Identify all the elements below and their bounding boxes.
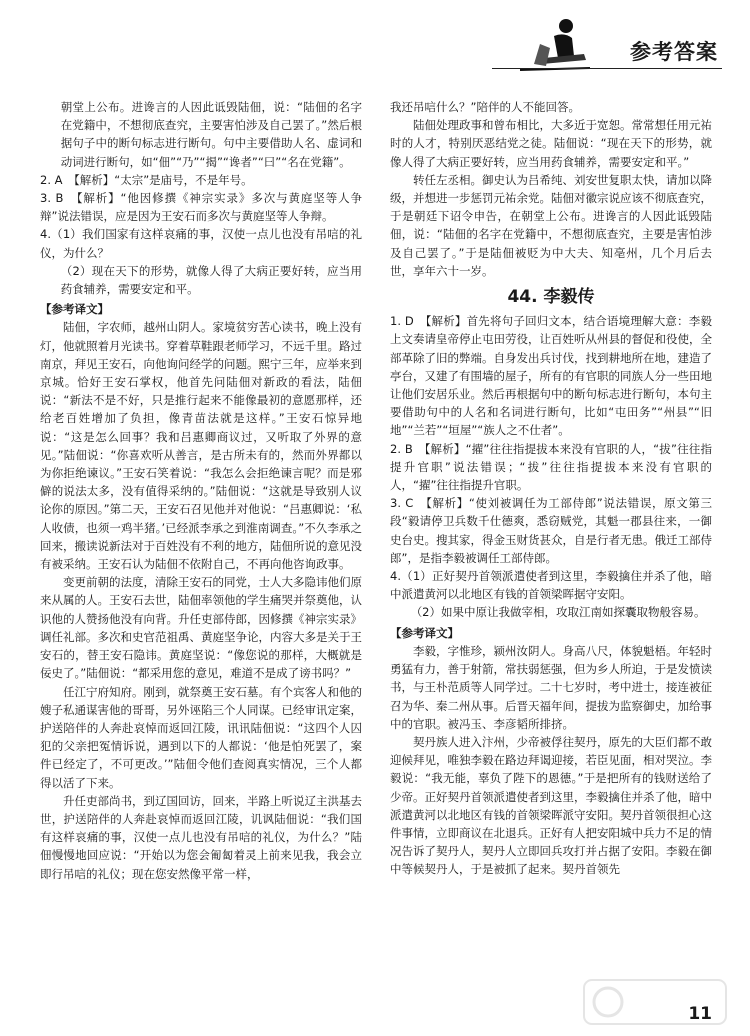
analysis-continuation: 朝堂上公布。进谗言的人因此诋毁陆佃，说：“陆佃的名字在党籍中，不想彻底查究，主要害怕涉及自己罢了。”然后根据句子中的断句标志进行断句。句中主要借助人名、虚词和动词进行断句，如“佃”“乃”“揭”“谗者”“曰”“名在党籍”。 [60, 100, 362, 169]
translation-paragraph: 任江宁府知府。刚到，就祭奠王安石墓。有个宾客人和他的嫂子私通谋害他的哥哥，另外诬陷三个人同谋。已经审讯定案，护送陪伴的人奔赴哀悼而返回江陵，讯讯陆佃说：“这四个人囚犯的父亲把冤情诉说，遇到以下的人都说：‘他是怕死罢了，案件已经定了，不可更改。’”陆佃令他们查阅真实情况，三个人都得以活了下来。 [40, 684, 362, 790]
translation-paragraph: 李毅，字惟珍，颍州汝阴人。身高八尺，体貌魁梧。年轻时勇猛有力，善于射箭，常扶弱惩强，但为乡人所迫，于是发愤读书，与王朴范质等人同学过。二十七岁时，考中进士，接连被征召为华、秦二州从事。后晋天福年间，提拔为监察御史，加给事中的官职。被冯玉、李彦韬所排挤。 [390, 643, 712, 731]
page-header [492, 14, 722, 74]
page-number: 11 [688, 1004, 712, 1024]
content-columns [40, 98, 712, 998]
header-rule [492, 68, 722, 69]
translation-paragraph: 契丹族人进入汴州，少帝被俘往契丹，原先的大臣们都不敢迎候拜见，唯独李毅在路边拜谒迎接，若臣见面，相对哭泣。李毅说：“我无能，辜负了陛下的恩德。”于是把所有的钱财送给了少帝。正好契丹首领派遣使者到这里，李毅擒住并杀了他，暗中派遣黄河以北地区有钱的首领梁晖派守安阳。契丹首领很担心这件事情，立即商议在北退兵。正好有人把安阳城中兵力不足的情况告诉了契丹人，契丹人立即回兵攻打并占据了安阳。李毅在御中等候契丹人，于是被抓了起来。契丹首领先 [390, 734, 712, 877]
reading-person-icon [514, 14, 594, 74]
left-column [40, 98, 362, 883]
translation-paragraph: 陆佃处理政事和曾布相比，大多近于宽恕。常常想任用元祐时的人才，特别厌恶结党之徒。陆佃说：“现在天下的形势，就像人得了大病正要好转，应当用药食辅养，需要安定和平。” [390, 118, 712, 169]
section-title: 44. 李毅传 [507, 287, 595, 308]
header-title: 参考答案 [630, 40, 718, 64]
translation-paragraph: 转任左丞相。御史认为吕希纯、刘安世复职太快，请加以降级，并想进一步惩罚元祐余党。陆佃对徽宗说应该不彻底查究，于是朝廷下诏令申告，在朝堂上公布。进谗言的人因此诋毁陆佃，说：“陆佃的名字在党籍中，不想彻底查究，主要是害怕涉及自己罢了。”于是陆佃被贬为中大夫、知亳州，几个月后去世，享年六十一岁。 [390, 172, 712, 278]
translation-paragraph: 升任吏部尚书，到辽国回访，回来，半路上听说辽主洪基去世，护送陪伴的人奔赴哀悼而返回江陵，讥讽陆佃说：“我们国有这样哀痛的事，汉使一点儿也没有吊唁的礼仪，为什么？”陆佃慢慢地回应说：“开始以为您会匍匐着灵上前来见我，我会立即行吊唁的礼仪；现在您安然像平常一样， [40, 793, 362, 881]
answer-3: 3. B 【解析】“他因修撰《神宗实录》多次与黄庭坚等人争辩”说法错误，应是因为王安石而多次与黄庭坚等人争辩。 [40, 191, 362, 224]
answer-4-1: 4.（1）我们国家有这样哀痛的事，汉使一点儿也没有吊唁的礼仪，为什么？ [40, 227, 362, 260]
translation-paragraph: 我还吊唁什么？”陪伴的人不能回答。 [390, 100, 580, 114]
translation-paragraph: 陆佃，字农师，越州山阴人。家境贫穷苦心读书，晚上没有灯，他就照着月光读书。穿着草鞋跟老师学习，不远千里。路过南京，拜见王安石，向他询问经学的问题。熙宁三年，应举来到京城。恰好王安石掌权，他首先问陆佃对新政的看法，陆佃说：“新法不是不好，只是推行起来不能像最初的意愿那样，还给老百姓增加了负担，像青苗法就是这样。”王安石惊异地说：“这是怎么回事？我和吕惠卿商议过，又听取了外界的意见。”陆佃说：“你喜欢听从善言，是古所未有的，然而外界都以为你拒绝谏议。”王安石笑着说：“我怎么会拒绝谏言呢？而是邪僻的说法太多，没有值得采纳的。”陆佃说：“这就是导致别人议论你的原因。”第二天，王安石召见他并对他说：“吕惠卿说：‘私人收债，也须一鸡半猪。’已经派李承之到淮南调查。”不久李承之回来，搬读说新法对于百姓没有不利的地方，陆佃所说的意见没有被采纳。王安石认为陆佃不依附自己，不再向他咨询政事。 [40, 320, 362, 572]
answer-1: 1. D 【解析】首先将句子回归文本，结合语境理解大意：李毅上文奏请皇帝停止屯田劳役，让百姓听从州县的督促和役使，全部革除了旧的弊端。自身发出兵讨伐，找到耕地所在地，建造了亭台，又建了有围墙的屋子，所有的有官职的同族人分一些田地让他们安居乐业。然后再根据句中的断句标志进行断句，本句主要借助句中的人名和名词进行断句，比如“屯田务”“州县”“旧地”“兰若”“垣屋”“族人之不仕者”。 [390, 314, 712, 438]
answer-4-2: （2）如果中原让我做宰相，攻取江南如探囊取物般容易。 [410, 605, 706, 620]
answer-2: 2. A 【解析】“太宗”是庙号，不是年号。 [40, 172, 253, 187]
answer-4-1: 4.（1）正好契丹首领派遣使者到这里，李毅擒住并杀了他，暗中派遣黄河以北地区有钱的首领梁晖据守安阳。 [390, 569, 712, 602]
translation-paragraph: 变更前朝的法度，清除王安石的同党，士人大多隐讳他们原来从属的人。王安石去世，陆佃率领他的学生痛哭并祭奠他，认识他的人赞扬他没有向背。升任吏部侍郎，因修撰《神宗实录》调任礼部。多次和史官范祖禹、黄庭坚争论，内容大多是关于王安石的，替王安石隐讳。黄庭坚说：“像您说的那样，大概就是佞史了。”陆佃说：“都采用您的意见，难道不是成了谤书吗？” [40, 575, 362, 681]
answer-2: 2. B 【解析】“擢”往往指提拔本来没有官职的人，“拔”往往指提升官职”说法错误；“拔”往往指提拔本来没有官职的人，“擢”往往指提升官职。 [390, 441, 712, 493]
right-column [390, 98, 712, 879]
answer-3: 3. C 【解析】“使刘被调任为工部侍郎”说法错误，原文第三段“毅请停卫兵数千仕德爽，悉窃贼党，其魁一郡县往来，一御史台史。搜其家，得金玉财货甚众，自是行者无患。俄迁工部侍郎”，是指李毅被调任工部侍郎。 [390, 496, 712, 565]
reference-translation-title: 【参考译文】 [390, 625, 459, 640]
answer-4-2: （2）现在天下的形势，就像人得了大病正要好转，应当用药食辅养，需要安定和平。 [60, 263, 362, 297]
reference-translation-title: 【参考译文】 [40, 302, 109, 317]
